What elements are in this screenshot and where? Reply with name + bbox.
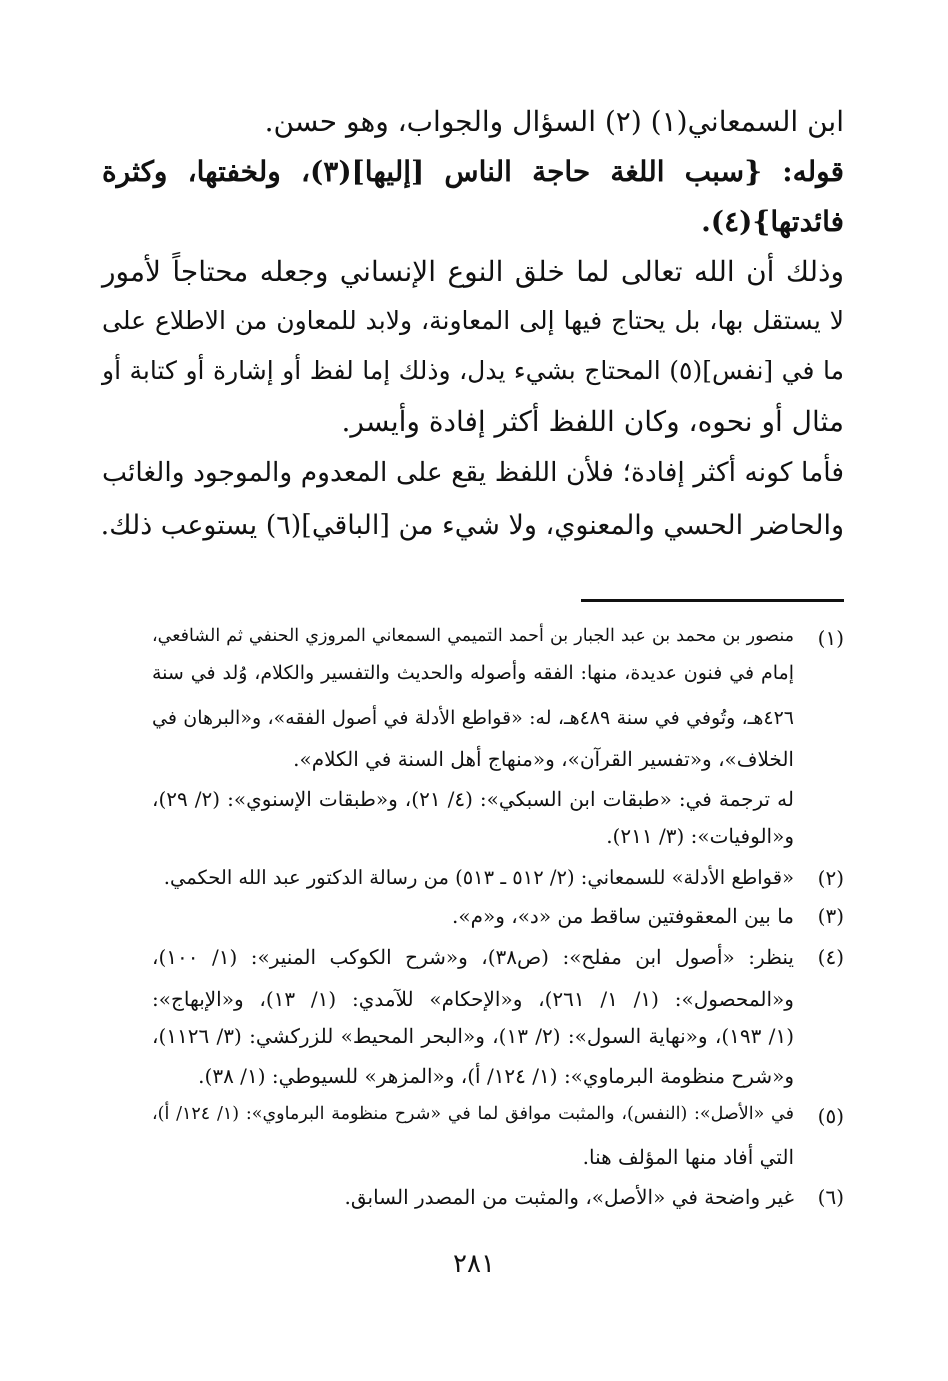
footnote-1-line-2: إمام في فنون عديدة، منها: الفقه وأصوله والحديث والتفسير والكلام، وُلد في سنة <box>152 662 794 684</box>
main-line-8: فأما كونه أكثر إفادة؛ فلأن اللفظ يقع على المعدوم والموجود والغائب <box>102 457 844 488</box>
main-line-7: مثال أو نحوه، وكان اللفظ أكثر إفادة وأيسر. <box>341 405 844 438</box>
main-line-4: وذلك أن الله تعالى لما خلق النوع الإنساني وجعله محتاجاً لأمور <box>102 255 844 288</box>
footnote-5-line-2: التي أفاد منها المؤلف هنا. <box>582 1145 794 1169</box>
footnote-1-number: (١) <box>817 626 844 650</box>
footnote-separator <box>581 599 844 602</box>
main-line-9: والحاضر الحسي والمعنوي، ولا شيء من [الباقي](٦) يستوعب ذلك. <box>100 510 844 541</box>
footnote-1-line-4: الخلاف»، و«تفسير القرآن»، و«منهاج أهل السنة في الكلام». <box>293 747 794 771</box>
footnote-1-line-5: له ترجمة في: «طبقات ابن السبكي»: (٤/ ٢١)، و«طبقات الإسنوي»: (٢/ ٢٩)، <box>152 787 794 811</box>
main-line-1: ابن السمعاني(١) (٢) السؤال والجواب، وهو حسن. <box>264 105 844 138</box>
footnote-4-line-4: و«شرح منظومة البرماوي»: (١/ ١٢٤/ أ)، و«المزهر» للسيوطي: (١/ ٣٨). <box>198 1064 794 1088</box>
page-number: ٢٨١ <box>453 1249 495 1279</box>
footnote-1-line-1: منصور بن محمد بن عبد الجبار بن أحمد التميمي السمعاني المروزي الحنفي ثم الشافعي، <box>152 626 794 646</box>
footnote-5-number: (٥) <box>817 1104 844 1128</box>
main-line-2: قوله: {سبب اللغة حاجة الناس [إليها](٣)، ولخفتها، وكثرة <box>102 155 844 188</box>
footnote-5-line-1: في «الأصل»: (النفس)، والمثبت موافق لما في «شرح منظومة البرماوي»: (١/ ١٢٤/ أ)، <box>152 1104 794 1124</box>
main-line-6: ما في [نفس](٥) المحتاج بشيء يدل، وذلك إما لفظ أو إشارة أو كتابة أو <box>102 356 844 385</box>
footnote-4-line-3: (١/ ١٩٣)، و«نهاية السول»: (٢/ ١٣)، و«البحر المحيط» للزركشي: (٣/ ١١٢٦)، <box>152 1024 794 1048</box>
footnote-6-number: (٦) <box>817 1185 844 1209</box>
footnote-3-number: (٣) <box>817 904 844 928</box>
footnote-2-number: (٢) <box>817 866 844 890</box>
footnote-1-line-3: ٤٢٦هـ، وتُوفي في سنة ٤٨٩هـ، له: «قواطع الأدلة في أصول الفقه»، و«البرهان في <box>152 707 794 729</box>
main-line-3: فائدتها}(٤). <box>701 205 844 238</box>
main-line-5: لا يستقل بها، بل يحتاج فيها إلى المعاونة، ولابد للمعاون من الاطلاع على <box>102 306 844 335</box>
footnote-6-text: غير واضحة في «الأصل»، والمثبت من المصدر السابق. <box>344 1185 794 1209</box>
footnote-4-number: (٤) <box>817 945 844 969</box>
footnote-3-text: ما بين المعقوفتين ساقط من «د»، و«م». <box>452 904 794 928</box>
footnote-4-line-1: ينظر: «أصول ابن مفلح»: (ص٣٨)، و«شرح الكوكب المنير»: (١/ ١٠٠)، <box>152 945 794 969</box>
footnote-2-text: «قواطع الأدلة» للسمعاني: (٢/ ٥١٢ ـ ٥١٣) من رسالة الدكتور عبد الله الحكمي. <box>163 866 794 889</box>
footnote-4-line-2: و«المحصول»: (١/ ١/ ٢٦١)، و«الإحكام» للآمدي: (١/ ١٣)، و«الإبهاج»: <box>152 987 794 1011</box>
footnote-1-line-6: و«الوفيات»: (٣/ ٢١١). <box>606 824 794 848</box>
